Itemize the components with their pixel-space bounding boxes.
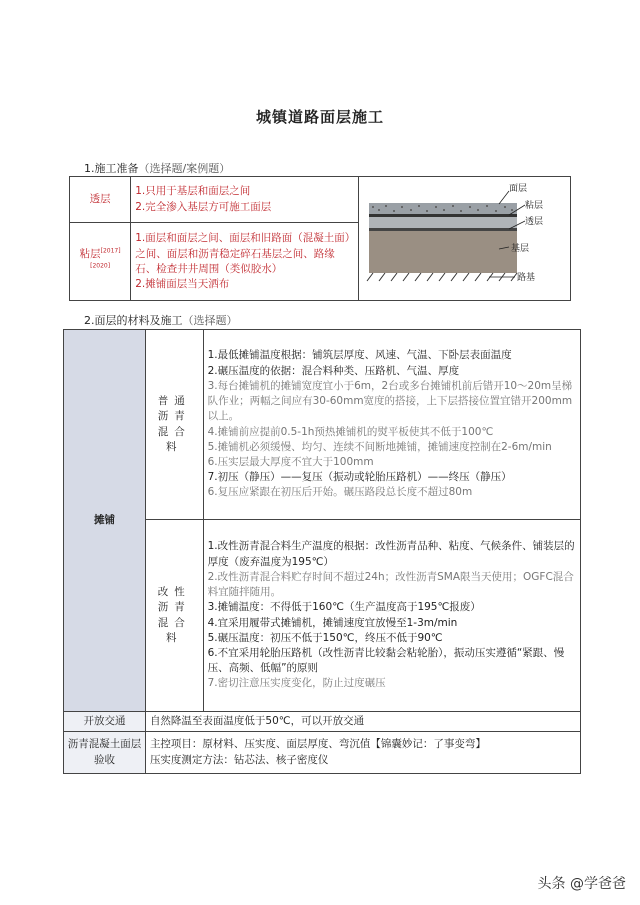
modified-asphalt-items [203,520,580,712]
list-item: 6.压实层最大厚度不宜大于100mm [207,455,374,468]
list-item: 5.摊铺机必须缓慢、均匀、连续不间断地摊铺，摊铺速度控制在2-6m/min [207,440,552,453]
prime-coat-items [131,177,359,223]
list-item: 主控项目：原材料、压实度、面层厚度、弯沉值【锦囊妙记：了事变弯】 [149,738,486,751]
list-item: 6.不宜采用轮胎压路机（改性沥青比较黏会粘轮胎），振动压实遵循“紧跟、慢压、高频、低幅”的原则 [207,646,565,675]
list-item: 1.面层和面层之间、面层和旧路面（混凝土面）之间、面层和沥青稳定碎石基层之间、路缘石、检查井井周围（类似胶水） [135,232,351,275]
list-item: 4.宜采用履带式摊铺机，摊铺速度宜放慢至1-3m/min [207,616,458,629]
tack-layer [369,214,517,217]
open-traffic-text: 自然降温至表面温度低于50℃，可以开放交通 [145,712,580,732]
surface-layer [369,203,517,214]
prime-layer [369,228,517,231]
layer-cross-section [359,177,569,295]
base-layer-label: 基层 [511,244,530,254]
section-1-note: （选择题/案例题） [138,162,231,175]
section-1-title: 1.施工准备 [84,162,139,175]
acceptance-label: 沥青混凝土面层验收 [64,732,146,774]
list-item: 3.摊铺温度：不得低于160℃（生产温度高于195℃报废） [207,601,481,614]
list-item: 3.每台摊铺机的摊铺宽度宜小于6m，2台或多台摊铺机前后错开10～20m呈梯队作业；两幅之间应有30-60mm宽度的搭接，上下层搭接位置宜错开200mm以上。 [207,379,573,423]
list-item: 2.完全渗入基层方可施工面层 [135,200,272,213]
tack-coat-items [131,223,359,301]
section-2-note: （选择题） [182,314,238,327]
prime-layer-label: 透层 [525,217,544,227]
tack-coat-label-text: 粘层 [79,247,101,260]
list-item: 1.改性沥青混合料生产温度的根据：改性沥青品种、粘度、气候条件、铺装层的厚度（废弃温度为195℃） [207,540,575,568]
list-item: 7.初压（静压）——复压（振动或轮胎压路机）——终压（静压） [207,471,512,484]
list-item: 5.碾压温度：初压不低于150℃，终压不低于90℃ [207,631,443,644]
subgrade-label: 路基 [517,273,536,283]
prep-table [69,176,571,301]
surface-layer-2 [369,217,517,228]
surface-layer-label: 面层 [509,184,528,194]
watermark: 头条 @学爸爸 [537,876,626,892]
year-tag: [2017][2020] [90,247,121,270]
modified-asphalt-label [145,520,203,712]
open-traffic-label: 开放交通 [64,712,146,732]
section-2-title: 2.面层的材料及施工 [84,314,183,327]
list-item: 2.碾压温度的依据：混合料种类、压路机、气温、厚度 [207,364,460,377]
ordinary-asphalt-text: 普通沥青混合料 [157,395,191,453]
base-layer [369,231,517,273]
modified-asphalt-text: 改性沥青混合料 [157,586,191,644]
tack-coat-label [70,223,131,301]
list-item: 1.只用于基层和面层之间 [135,185,251,198]
list-item: 2.摊铺面层当天洒布 [135,277,230,290]
list-item: 4.摊铺前应提前0.5-1h预热摊铺机的熨平板使其不低于100℃ [207,425,494,438]
ordinary-asphalt-items [203,330,580,520]
acceptance-text [145,732,580,774]
prime-coat-label: 透层 [70,177,131,223]
pavement-layer-diagram [359,177,571,301]
list-item: 压实度测定方法：钻芯法、核子密度仪 [149,753,329,766]
page-title: 城镇道路面层施工 [255,108,384,126]
section-2-heading [84,312,238,328]
list-item: 1.最低摊铺温度根据：铺筑层厚度、风速、气温、下卧层表面温度 [207,349,512,362]
list-item: 7.密切注意压实度变化，防止过度碾压 [207,677,386,690]
tack-layer-label: 粘层 [525,201,544,211]
materials-table [63,329,581,774]
list-item: 2.改性沥青混合料贮存时间不超过24h；改性沥青SMA限当天使用；OGFC混合料宜随拌随用。 [207,570,574,599]
paving-label: 摊铺 [64,330,146,712]
section-1-heading [84,160,230,176]
list-item: 6.复压应紧跟在初压后开始。碾压路段总长度不超过80m [207,486,473,499]
ordinary-asphalt-label [145,330,203,520]
